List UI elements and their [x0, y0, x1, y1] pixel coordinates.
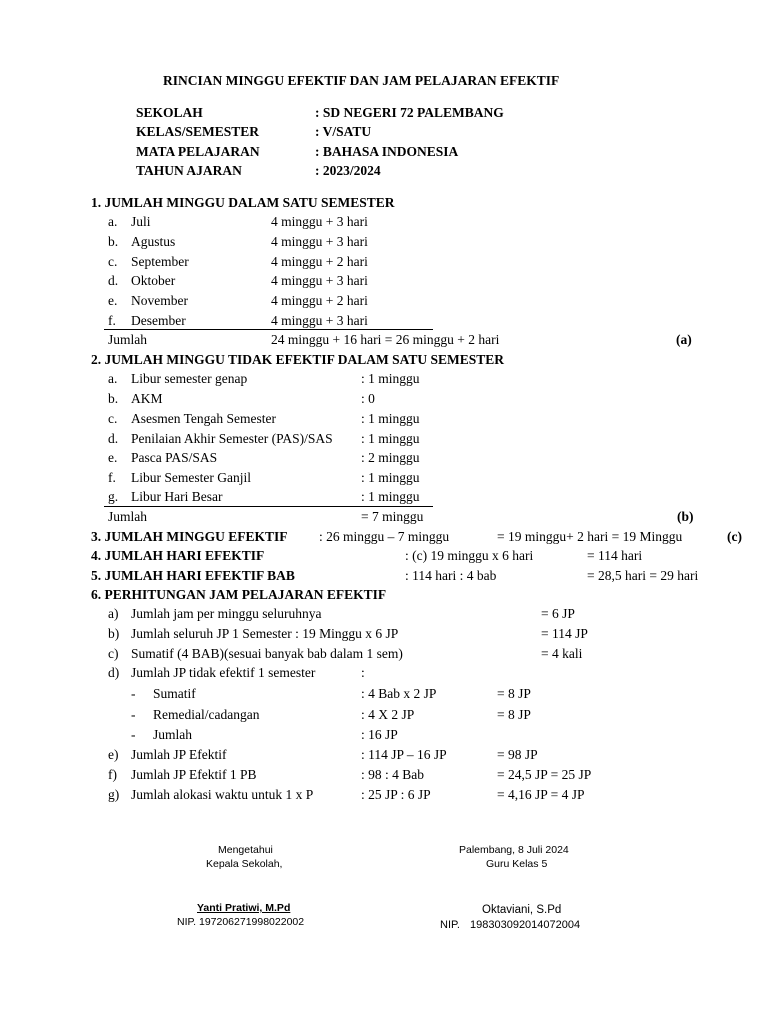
sub-dash: -: [131, 686, 136, 701]
item-name: Penilaian Akhir Semester (PAS)/SAS: [131, 431, 333, 446]
section-3-calc: : 26 minggu – 7 minggu: [319, 529, 450, 544]
item-result: = 24,5 JP = 25 JP: [497, 767, 592, 782]
list-letter: b.: [108, 391, 119, 406]
month-value: 4 minggu + 2 hari: [271, 254, 368, 269]
month-value: 4 minggu + 3 hari: [271, 273, 368, 288]
signature-left-line2: Kepala Sekolah,: [206, 858, 283, 870]
item-text: Jumlah JP Efektif: [131, 747, 227, 762]
item-value: : 1 minggu: [361, 431, 420, 446]
list-letter: b): [108, 626, 120, 641]
signature-right-nip: 198303092014072004: [470, 919, 581, 931]
month-name: Juli: [131, 214, 151, 229]
list-letter: g.: [108, 489, 119, 504]
sub-dash: -: [131, 707, 136, 722]
item-text: Jumlah JP tidak efektif 1 semester: [131, 665, 316, 680]
item-value: : 1 minggu: [361, 371, 420, 386]
signature-left-line1: Mengetahui: [218, 844, 273, 856]
month-name: Oktober: [131, 273, 176, 288]
list-letter: a.: [108, 214, 118, 229]
sub-result: = 8 JP: [497, 707, 531, 722]
list-letter: c.: [108, 411, 118, 426]
signature-right-name: Oktaviani, S.Pd: [482, 904, 562, 916]
list-letter: e.: [108, 293, 118, 308]
list-letter: c): [108, 646, 119, 661]
section-6-heading: 6. PERHITUNGAN JAM PELAJARAN EFEKTIF: [91, 587, 387, 602]
identity-value-school: : SD NEGERI 72 PALEMBANG: [315, 105, 504, 120]
item-calc: : 98 : 4 Bab: [361, 767, 424, 782]
section-1-heading: 1. JUMLAH MINGGU DALAM SATU SEMESTER: [91, 195, 395, 210]
item-calc: : 25 JP : 6 JP: [361, 787, 431, 802]
list-letter: f.: [108, 470, 116, 485]
sub-calc: : 16 JP: [361, 727, 398, 742]
month-value: 4 minggu + 3 hari: [271, 234, 368, 249]
month-value: 4 minggu + 2 hari: [271, 293, 368, 308]
item-value: : 0: [361, 391, 375, 406]
section-4-heading: 4. JUMLAH HARI EFEKTIF: [91, 548, 265, 563]
item-result: = 98 JP: [497, 747, 538, 762]
section-4-calc: : (c) 19 minggu x 6 hari: [405, 548, 534, 563]
list-letter: d.: [108, 431, 119, 446]
month-value: 4 minggu + 3 hari: [271, 214, 368, 229]
item-name: Libur Semester Ganjil: [131, 470, 251, 485]
section-3-tag: (c): [727, 529, 742, 544]
item-colon: :: [361, 665, 365, 680]
list-letter: d): [108, 665, 120, 680]
total-tag: (b): [677, 509, 694, 524]
item-result: = 4 kali: [541, 646, 583, 661]
total-divider: [104, 329, 433, 330]
item-result: = 4,16 JP = 4 JP: [497, 787, 585, 802]
sub-name: Remedial/cadangan: [153, 707, 260, 722]
identity-label-year: TAHUN AJARAN: [136, 163, 242, 178]
item-name: Pasca PAS/SAS: [131, 450, 218, 465]
item-value: : 2 minggu: [361, 450, 420, 465]
list-letter: e): [108, 747, 119, 762]
identity-value-subject: : BAHASA INDONESIA: [315, 144, 459, 159]
identity-value-class: : V/SATU: [315, 124, 372, 139]
sub-calc: : 4 Bab x 2 JP: [361, 686, 437, 701]
month-name: Agustus: [131, 234, 176, 249]
section-5-result: = 28,5 hari = 29 hari: [587, 568, 699, 583]
item-name: Asesmen Tengah Semester: [131, 411, 277, 426]
identity-label-subject: MATA PELAJARAN: [136, 144, 260, 159]
sub-dash: -: [131, 727, 136, 742]
total-value: = 7 minggu: [361, 509, 424, 524]
list-letter: a.: [108, 371, 118, 386]
list-letter: g): [108, 787, 120, 802]
list-letter: c.: [108, 254, 118, 269]
signature-right-line1: Palembang, 8 Juli 2024: [459, 844, 569, 856]
total-label: Jumlah: [108, 332, 147, 347]
section-4-result: = 114 hari: [587, 548, 643, 563]
list-letter: b.: [108, 234, 119, 249]
sub-calc: : 4 X 2 JP: [361, 707, 415, 722]
item-name: AKM: [131, 391, 163, 406]
section-5-calc: : 114 hari : 4 bab: [405, 568, 497, 583]
identity-label-class: KELAS/SEMESTER: [136, 124, 260, 139]
list-letter: d.: [108, 273, 119, 288]
document-title: RINCIAN MINGGU EFEKTIF DAN JAM PELAJARAN EFEKTIF: [163, 73, 560, 88]
month-value: 4 minggu + 3 hari: [271, 313, 368, 328]
total-value: 24 minggu + 16 hari = 26 minggu + 2 hari: [271, 332, 500, 347]
month-name: November: [131, 293, 188, 308]
item-value: : 1 minggu: [361, 411, 420, 426]
signature-left-nip: NIP. 197206271998022002: [177, 916, 305, 928]
sub-result: = 8 JP: [497, 686, 531, 701]
list-letter: f.: [108, 313, 116, 328]
signature-left-name: Yanti Pratiwi, M.Pd: [197, 902, 291, 914]
sub-name: Jumlah: [153, 727, 192, 742]
list-letter: e.: [108, 450, 118, 465]
month-name: September: [131, 254, 189, 269]
item-text: Jumlah jam per minggu seluruhnya: [131, 606, 322, 621]
item-calc: : 114 JP – 16 JP: [361, 747, 447, 762]
item-value: : 1 minggu: [361, 489, 420, 504]
item-result: = 114 JP: [541, 626, 588, 641]
item-text: Jumlah alokasi waktu untuk 1 x P: [131, 787, 314, 802]
sub-name: Sumatif: [153, 686, 196, 701]
section-3-heading: 3. JUMLAH MINGGU EFEKTIF: [91, 529, 288, 544]
signature-right-nip-label: NIP.: [440, 919, 460, 931]
item-value: : 1 minggu: [361, 470, 420, 485]
total-tag: (a): [676, 332, 692, 347]
list-letter: a): [108, 606, 119, 621]
list-letter: f): [108, 767, 117, 782]
item-name: Libur semester genap: [131, 371, 248, 386]
item-text: Jumlah JP Efektif 1 PB: [131, 767, 257, 782]
item-result: = 6 JP: [541, 606, 575, 621]
total-divider: [104, 506, 433, 507]
item-name: Libur Hari Besar: [131, 489, 223, 504]
section-2-heading: 2. JUMLAH MINGGU TIDAK EFEKTIF DALAM SATU SEMESTER: [91, 352, 505, 367]
section-5-heading: 5. JUMLAH HARI EFEKTIF BAB: [91, 568, 295, 583]
item-text: Jumlah seluruh JP 1 Semester : 19 Minggu x 6 JP: [131, 626, 399, 641]
signature-right-line2: Guru Kelas 5: [486, 858, 548, 870]
month-name: Desember: [131, 313, 186, 328]
item-text: Sumatif (4 BAB)(sesuai banyak bab dalam 1 sem): [131, 646, 403, 661]
total-label: Jumlah: [108, 509, 147, 524]
section-3-result: = 19 minggu+ 2 hari = 19 Minggu: [497, 529, 683, 544]
identity-value-year: : 2023/2024: [315, 163, 381, 178]
identity-label-school: SEKOLAH: [136, 105, 203, 120]
